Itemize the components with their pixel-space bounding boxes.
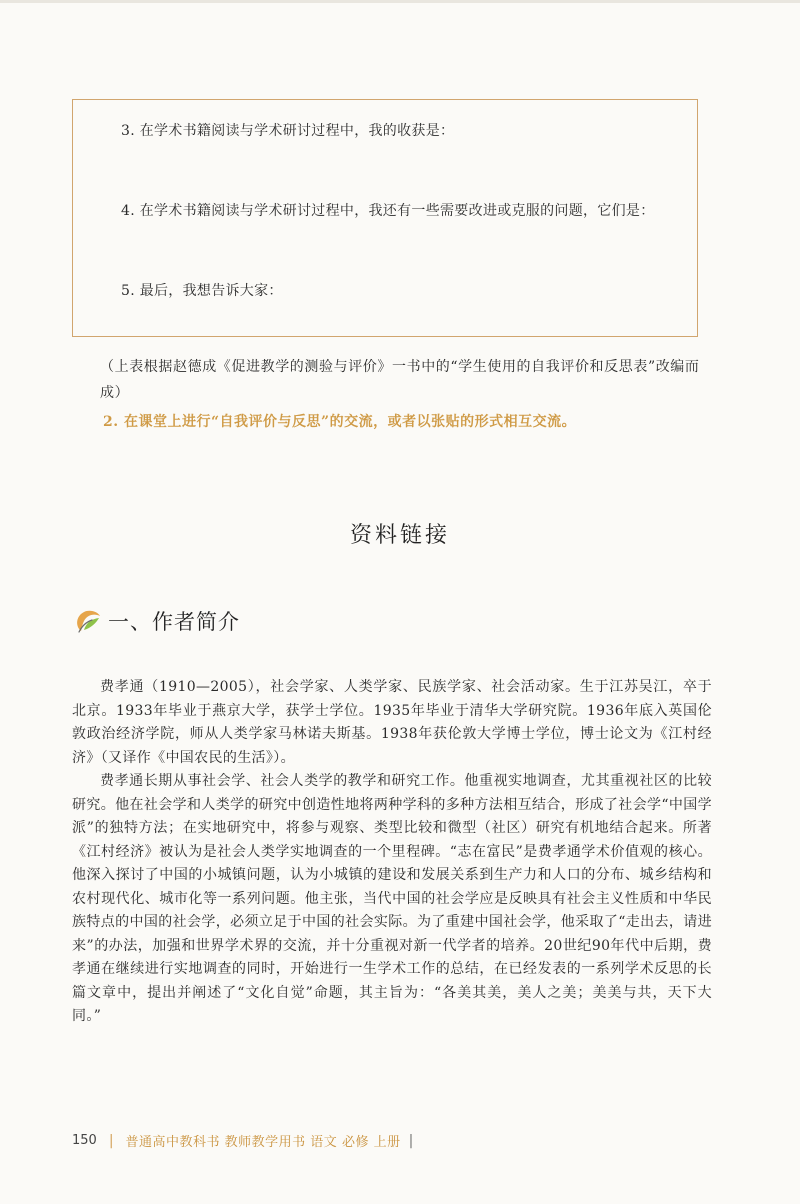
reflection-item-4: 4. 在学术书籍阅读与学术研讨过程中，我还有一些需要改进或克服的问题，它们是： — [121, 203, 655, 219]
subsection-heading — [72, 601, 240, 641]
leaf-swirl-icon — [72, 605, 104, 637]
bio-paragraph-1: 费孝通（1910—2005），社会学家、人类学家、民族学家、社会活动家。生于江苏吴江，卒于北京。1933年毕业于燕京大学，获学士学位。1935年毕业于清华大学研究院。1936年底入英国伦敦政治经济学院，师从人类学家马林诺夫斯基。1938年获伦敦大学博士学位，博士论文为《江村经济》（又译作《中国农民的生活》）。 — [72, 679, 712, 766]
author-bio — [72, 676, 712, 1029]
reflection-item-5: 5. 最后，我想告诉大家： — [121, 283, 283, 299]
top-rule — [0, 0, 800, 3]
page-footer — [72, 1131, 413, 1150]
reflection-box — [72, 99, 698, 337]
footer-end-separator: | — [408, 1132, 414, 1149]
reflection-item-3: 3. 在学术书籍阅读与学术研讨过程中，我的收获是： — [121, 123, 455, 139]
table-source-note: （上表根据赵德成《促进教学的测验与评价》一书中的“学生使用的自我评价和反思表”改编而成） — [100, 359, 700, 401]
bio-paragraph-2: 费孝通长期从事社会学、社会人类学的教学和研究工作。他重视实地调查，尤其重视社区的比较研究。他在社会学和人类学的研究中创造性地将两种学科的多种方法相互结合，形成了社会学“中国学派”的独特方法；在实地研究中，将参与观察、类型比较和微型（社区）研究有机地结合起来。所著《江村经济》被认为是社会人类学实地调查的一个里程碑。“志在富民”是费孝通学术价值观的核心。他深入探讨了中国的小城镇问题，认为小城镇的建设和发展关系到生产力和人口的分布、城乡结构和农村现代化、城市化等一系列问题。他主张，当代中国的社会学应是反映具有社会主义性质和中华民族特点的中国的社会学，必须立足于中国的社会实际。为了重建中国社会学，他采取了“走出去，请进来”的办法，加强和世界学术界的交流，并十分重视对新一代学者的培养。20世纪90年代中后期，费孝通在继续进行实地调查的同时，开始进行一生学术工作的总结，在已经发表的一系列学术反思的长篇文章中，提出并阐述了“文化自觉”命题，其主旨为：“各美其美，美人之美；美美与共，天下大同。” — [72, 773, 712, 1024]
subsection-title: 一、作者简介 — [108, 610, 240, 634]
page-number: 150 — [72, 1133, 97, 1148]
footer-book-title: 普通高中教科书 教师教学用书 语文 必修 上册 — [125, 1135, 401, 1150]
section-title: 资料链接 — [349, 523, 450, 548]
activity-task-2: 2. 在课堂上进行“自我评价与反思”的交流，或者以张贴的形式相互交流。 — [103, 414, 577, 430]
footer-separator: | — [108, 1132, 114, 1149]
